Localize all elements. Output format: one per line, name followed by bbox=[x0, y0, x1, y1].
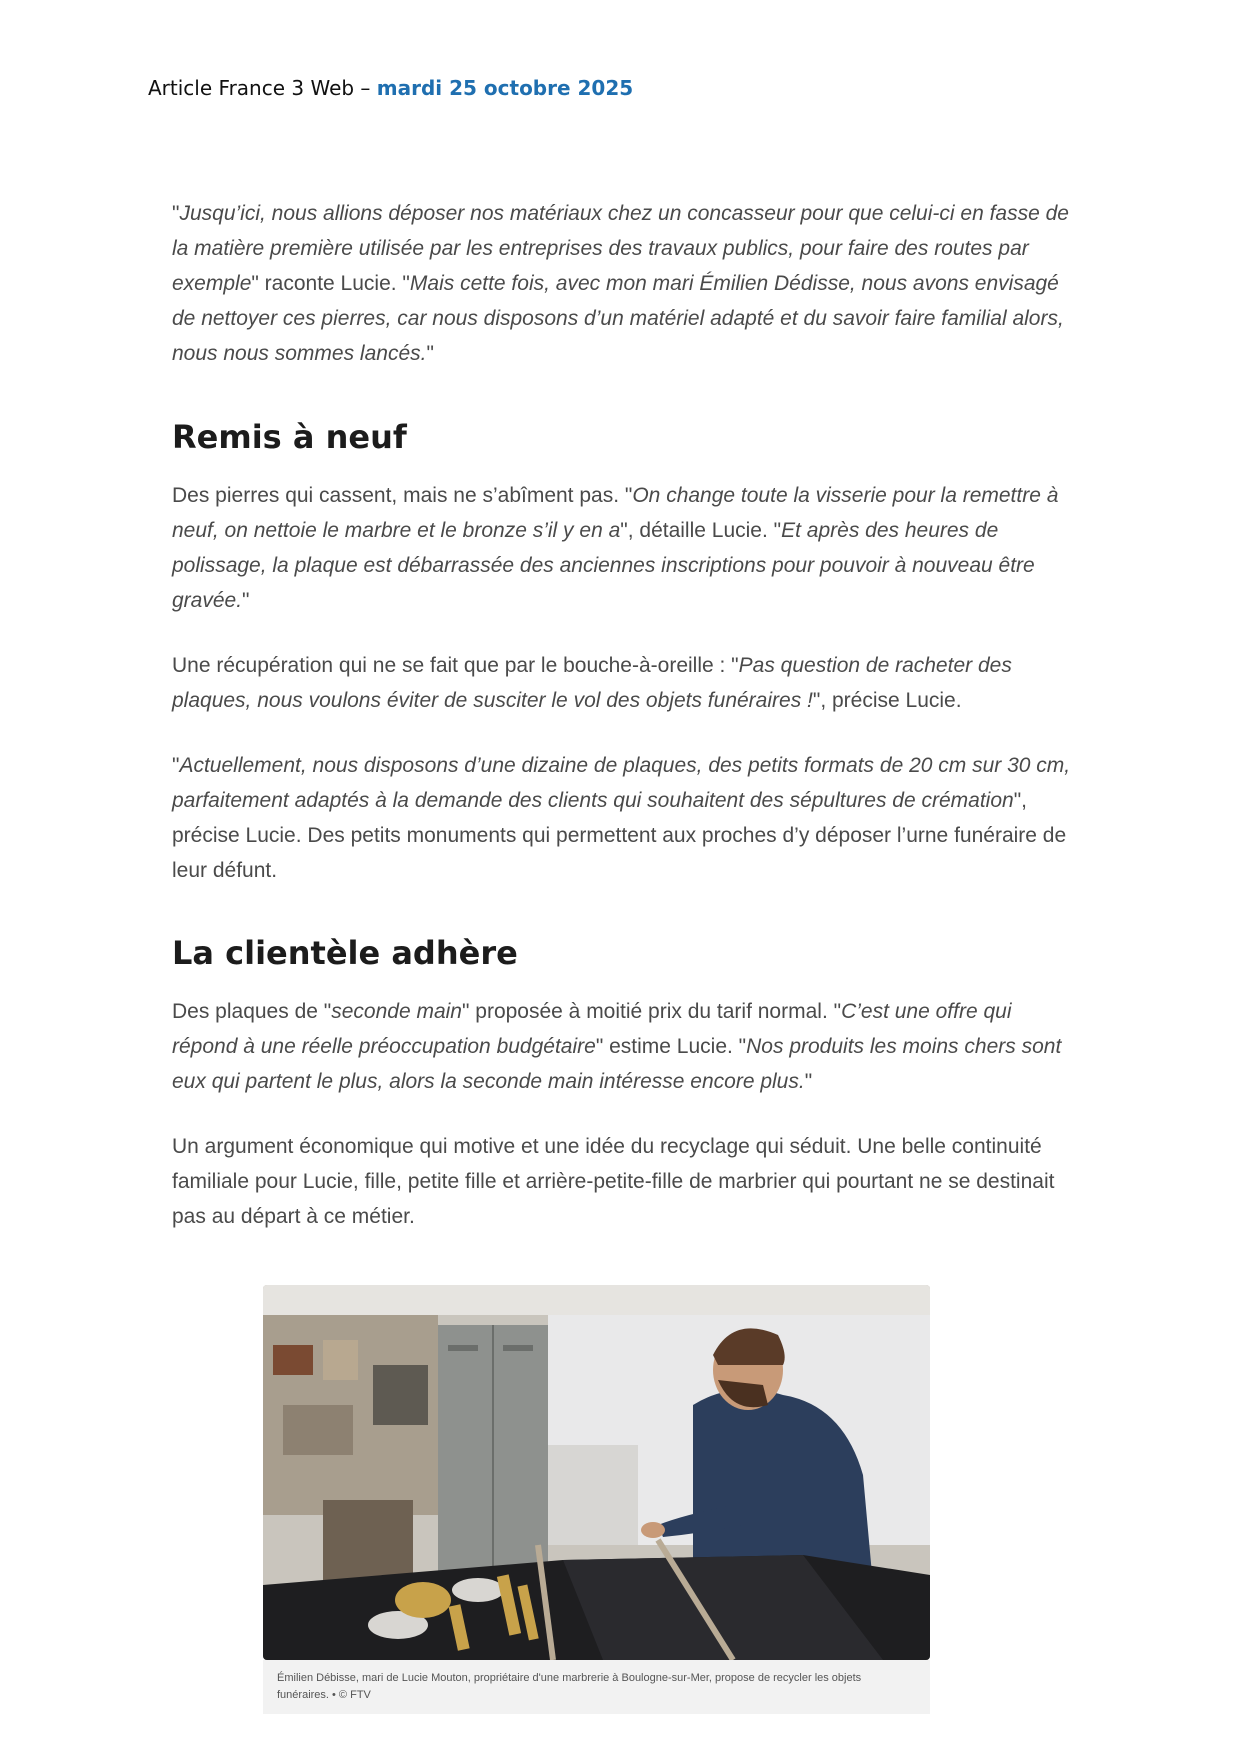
figure-caption: Émilien Débisse, mari de Lucie Mouton, propriétaire d'une marbrerie à Boulogne-sur-Mer, propose de recycler les objets funéraires. • © FTV bbox=[263, 1660, 930, 1714]
paragraph bbox=[172, 648, 1072, 718]
header-date: mardi 25 octobre 2025 bbox=[376, 76, 634, 100]
quote-text: Actuellement, nous disposons d’une dizaine de plaques, des petits formats de 20 cm sur 30 cm, parfaitement adaptés à la demande des clients qui souhaitent des sépultures de crémation bbox=[172, 754, 1071, 812]
workshop-photo-illustration bbox=[263, 1285, 930, 1660]
body-text: " bbox=[172, 202, 180, 225]
paragraph bbox=[172, 196, 1072, 371]
body-text: Des pierres qui cassent, mais ne s’abîment pas. " bbox=[172, 484, 633, 507]
body-text: ", précise Lucie. Des petits monuments qui permettent aux proches d’y déposer l’urne funéraire de leur défunt. bbox=[172, 789, 1067, 882]
section-heading-clientele: La clientèle adhère bbox=[172, 934, 518, 972]
body-text: Un argument économique qui motive et une idée du recyclage qui séduit. Une belle continuité familiale pour Lucie, fille, petite fille et arrière-petite-fille de marbrier qui pourtant ne se destinait pas au départ à ce métier. bbox=[172, 1135, 1055, 1228]
paragraph bbox=[172, 748, 1072, 888]
quote-text: Jusqu’ici, nous allions déposer nos matériaux chez un concasseur pour que celui-ci en fasse de la matière première utilisée par les entreprises des travaux publics, pour faire des routes par exemple bbox=[172, 202, 1069, 295]
article-body bbox=[172, 196, 1072, 1264]
body-text: " estime Lucie. " bbox=[595, 1035, 747, 1058]
body-text: " proposée à moitié prix du tarif normal. " bbox=[461, 1000, 842, 1023]
document-header bbox=[148, 76, 633, 100]
body-text: ", détaille Lucie. " bbox=[620, 519, 782, 542]
body-text: Une récupération qui ne se fait que par le bouche-à-oreille : " bbox=[172, 654, 739, 677]
quote-text: Mais cette fois, avec mon mari Émilien Dédisse, nous avons envisagé de nettoyer ces pierres, car nous disposons d’un matériel adapté et du savoir faire familial alors, nous nous sommes lancés. bbox=[172, 272, 1064, 365]
body-text: " bbox=[172, 754, 180, 777]
section-heading-remis-a-neuf: Remis à neuf bbox=[172, 418, 407, 456]
paragraph bbox=[172, 994, 1072, 1099]
quote-text: seconde main bbox=[331, 1000, 462, 1023]
body-text: " bbox=[804, 1070, 813, 1093]
quote-text: Nos produits les moins chers sont eux qui partent le plus, alors la seconde main intéresse encore plus. bbox=[172, 1035, 1062, 1093]
header-prefix: Article France 3 Web – bbox=[148, 76, 377, 100]
body-text: " bbox=[426, 342, 434, 365]
quote-text: Et après des heures de polissage, la plaque est débarrassée des anciennes inscriptions pour pouvoir à nouveau être gravée. bbox=[172, 519, 1035, 612]
body-text: ", précise Lucie. bbox=[812, 689, 962, 712]
body-text: " bbox=[242, 589, 250, 612]
article-figure bbox=[263, 1285, 930, 1714]
paragraph bbox=[172, 478, 1072, 618]
body-text: " raconte Lucie. " bbox=[251, 272, 410, 295]
workshop-photo bbox=[263, 1285, 930, 1660]
quote-text: On change toute la visserie pour la remettre à neuf, on nettoie le marbre et le bronze s’il y en a bbox=[172, 484, 1059, 542]
body-text: Des plaques de " bbox=[172, 1000, 332, 1023]
quote-text: C’est une offre qui répond à une réelle préoccupation budgétaire bbox=[172, 1000, 1012, 1058]
quote-text: Pas question de racheter des plaques, nous voulons éviter de susciter le vol des objets funéraires ! bbox=[172, 654, 1012, 712]
paragraph bbox=[172, 1129, 1072, 1234]
